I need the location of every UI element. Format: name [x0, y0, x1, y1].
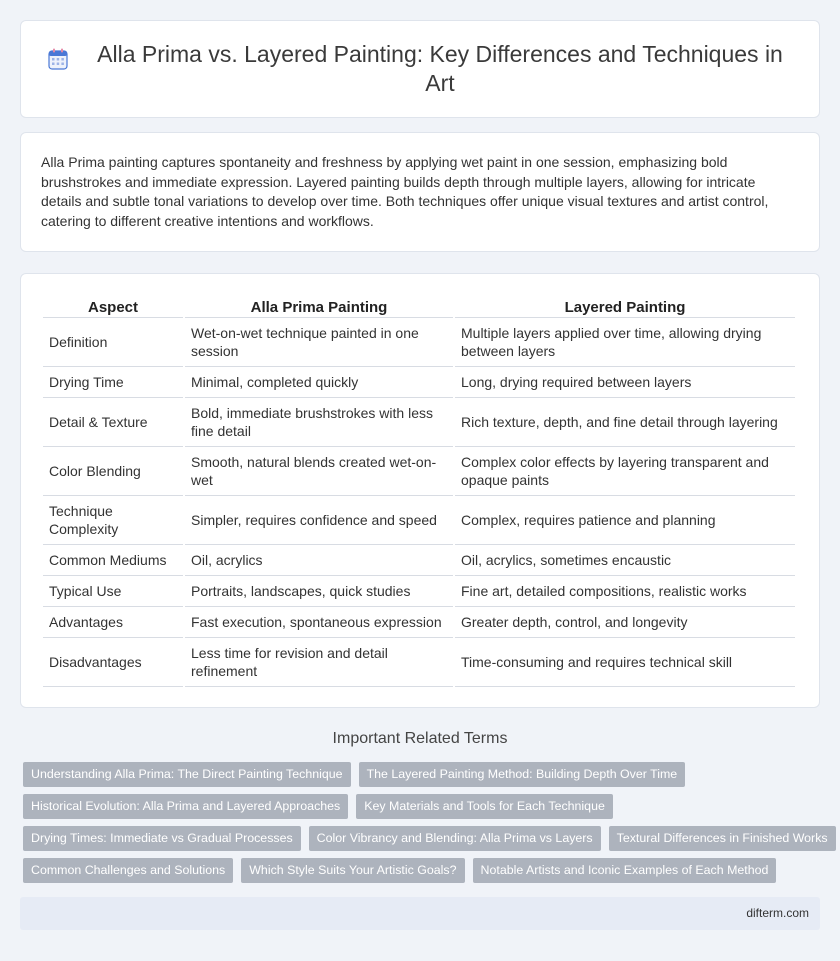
aspect-cell: Drying Time: [43, 367, 183, 398]
layered-cell: Greater depth, control, and longevity: [455, 607, 795, 638]
alla-prima-cell: Bold, immediate brushstrokes with less fine detail: [185, 398, 453, 447]
layered-cell: Oil, acrylics, sometimes encaustic: [455, 545, 795, 576]
layered-cell: Fine art, detailed compositions, realistic works: [455, 576, 795, 607]
header-layered: Layered Painting: [455, 294, 795, 318]
comparison-card: [20, 273, 820, 708]
alla-prima-cell: Simpler, requires confidence and speed: [185, 496, 453, 545]
table-row: [43, 545, 795, 576]
title-card: [20, 20, 820, 118]
related-tag-link[interactable]: Common Challenges and Solutions: [23, 858, 233, 883]
alla-prima-cell: Minimal, completed quickly: [185, 367, 453, 398]
related-tag-link[interactable]: Historical Evolution: Alla Prima and Layered Approaches: [23, 794, 348, 819]
table-row: [43, 398, 795, 447]
intro-card: [20, 132, 820, 252]
related-tag-link[interactable]: Notable Artists and Iconic Examples of Each Method: [473, 858, 777, 883]
table-row: [43, 318, 795, 367]
table-row: [43, 367, 795, 398]
table-header-row: [43, 294, 795, 318]
alla-prima-cell: Fast execution, spontaneous expression: [185, 607, 453, 638]
alla-prima-cell: Portraits, landscapes, quick studies: [185, 576, 453, 607]
related-tag-link[interactable]: The Layered Painting Method: Building Depth Over Time: [359, 762, 686, 787]
layered-cell: Multiple layers applied over time, allowing drying between layers: [455, 318, 795, 367]
header-aspect: Aspect: [43, 294, 183, 318]
layered-cell: Complex color effects by layering transparent and opaque paints: [455, 447, 795, 496]
layered-cell: Rich texture, depth, and fine detail through layering: [455, 398, 795, 447]
related-tag-link[interactable]: Key Materials and Tools for Each Technique: [356, 794, 613, 819]
layered-cell: Time-consuming and requires technical skill: [455, 638, 795, 687]
aspect-cell: Disadvantages: [43, 638, 183, 687]
alla-prima-cell: Wet-on-wet technique painted in one session: [185, 318, 453, 367]
related-tag-link[interactable]: Drying Times: Immediate vs Gradual Processes: [23, 826, 301, 851]
table-row: [43, 638, 795, 687]
comparison-table: [41, 294, 797, 687]
page-title: Alla Prima vs. Layered Painting: Key Differences and Techniques in Art: [97, 41, 783, 96]
footer-site-link[interactable]: difterm.com: [746, 906, 809, 920]
table-row: [43, 496, 795, 545]
aspect-cell: Typical Use: [43, 576, 183, 607]
related-tag-link[interactable]: Color Vibrancy and Blending: Alla Prima vs Layers: [309, 826, 601, 851]
related-tag-link[interactable]: Which Style Suits Your Artistic Goals?: [241, 858, 464, 883]
footer: [20, 897, 820, 930]
aspect-cell: Detail & Texture: [43, 398, 183, 447]
aspect-cell: Technique Complexity: [43, 496, 183, 545]
aspect-cell: Definition: [43, 318, 183, 367]
related-terms-title: Important Related Terms: [332, 730, 508, 747]
aspect-cell: Color Blending: [43, 447, 183, 496]
alla-prima-cell: Less time for revision and detail refinement: [185, 638, 453, 687]
header-alla-prima: Alla Prima Painting: [185, 294, 453, 318]
alla-prima-cell: Oil, acrylics: [185, 545, 453, 576]
related-tag-link[interactable]: Textural Differences in Finished Works: [609, 826, 836, 851]
aspect-cell: Advantages: [43, 607, 183, 638]
alla-prima-cell: Smooth, natural blends created wet-on-wet: [185, 447, 453, 496]
table-row: [43, 576, 795, 607]
related-tag-link[interactable]: Understanding Alla Prima: The Direct Painting Technique: [23, 762, 351, 787]
table-row: [43, 447, 795, 496]
layered-cell: Long, drying required between layers: [455, 367, 795, 398]
intro-paragraph: Alla Prima painting captures spontaneity and freshness by applying wet paint in one session, emphasizing bold brushstrokes and immediate expression. Layered painting builds depth through multiple layers, allowing for intricate details and subtle tonal variations to develop over time. Both techniques offer unique visual textures and artist control, catering to different creative intentions and workflows.: [41, 154, 769, 229]
aspect-cell: Common Mediums: [43, 545, 183, 576]
layered-cell: Complex, requires patience and planning: [455, 496, 795, 545]
table-row: [43, 607, 795, 638]
related-tags: [23, 762, 828, 890]
